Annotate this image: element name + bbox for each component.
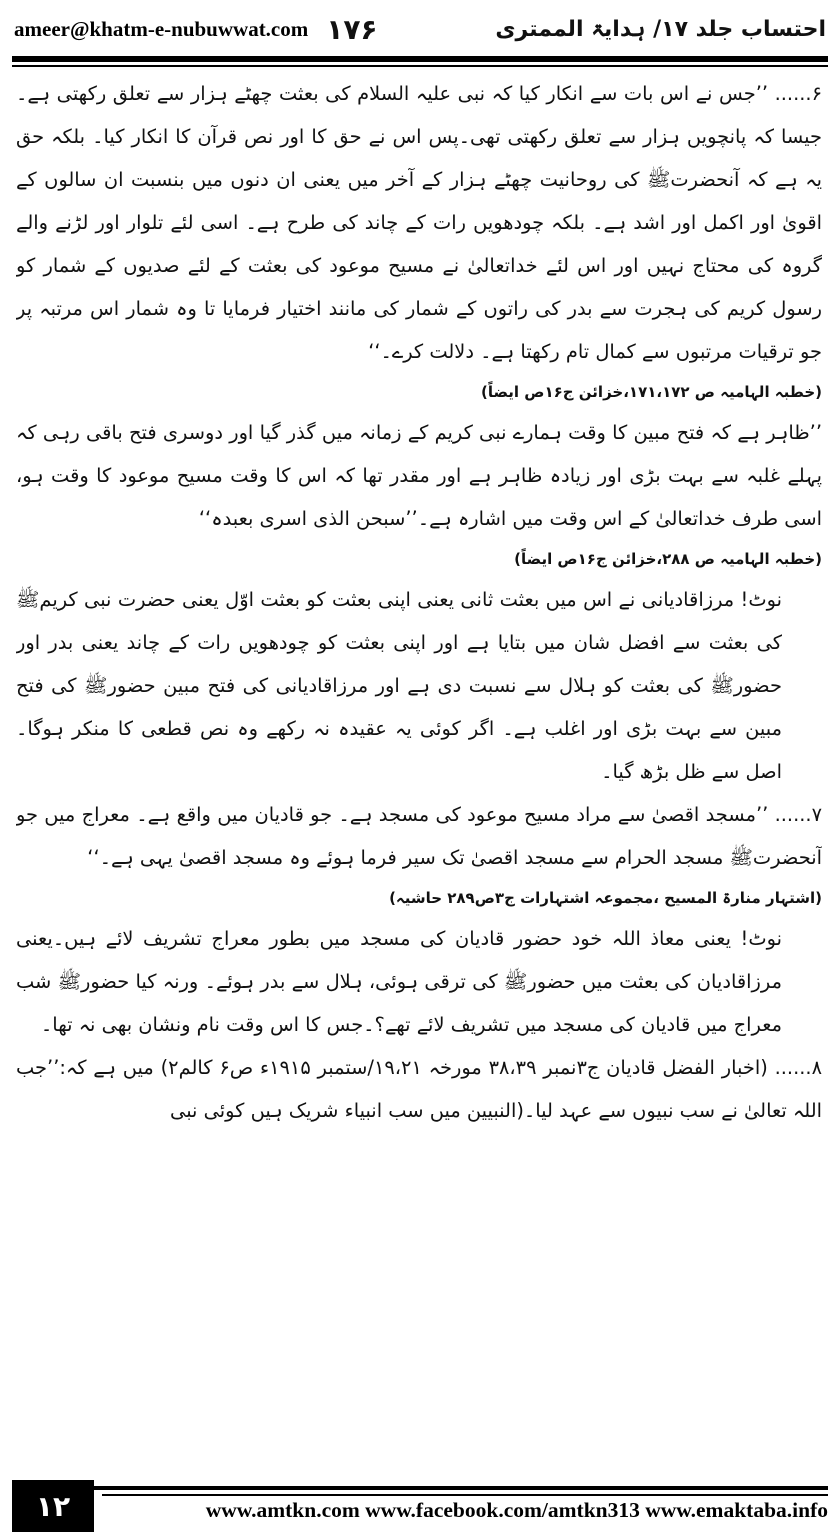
sheet-number: ۱۲ [35, 1489, 71, 1523]
paragraph-8: ۸...... (اخبار الفضل قادیان ج۳نمبر ۳۸،۳۹ مورخہ ۱۹،۲۱/ستمبر ۱۹۱۵ء ص۶ کالم۲) میں ہے کہ:’’جب اللہ تعالیٰ نے سب نبیوں سے عہد لیا۔(النبیین میں سب انبیاء شریک ہیں کوئی نبی [16, 1056, 822, 1122]
paragraph-6: ۶...... ’’جس نے اس بات سے انکار کیا کہ نبی علیہ السلام کی بعثت چھٹے ہزار سے تعلق رکھتی ہے۔جیسا کہ پانچویں ہزار سے تعلق رکھتی تھی۔پس اس نے حق کا اور نص قرآن کا انکار کیا۔ بلکہ حق یہ ہے کہ آنحضرتﷺ کی روحانیت چھٹے ہزار کے آخر میں یعنی ان دنوں میں بنسبت ان سالوں کے اقویٰ اور اکمل اور اشد ہے۔ بلکہ چودھویں رات کے چاند کی طرح ہے۔ اسی لئے تلوار اور لڑنے والے گروہ کی محتاج نہیں اور اس لئے خداتعالیٰ نے مسیح موعود کی بعثت کے لئے صدیوں کے شمار کو رسول کریم کی ہجرت سے بدر کی راتوں کے شمار کی مانند اختیار فرمایا تا وہ شمار اس مرتبہ پر جو ترقیات مرتبوں سے کمال تام رکھتا ہے۔ دلالت کرے۔‘‘ [16, 82, 822, 363]
header-left [14, 13, 378, 46]
page-content [16, 72, 822, 1470]
header-rule-thin [12, 65, 828, 67]
note-2: نوٹ! یعنی معاذ اللہ خود حضور قادیان کی مسجد میں بطور معراج تشریف لائے ہیں۔یعنی مرزاقادیان کی بعثت میں حضورﷺ کی ترقی ہوئی، ہلال سے بدر ہوئے۔ ورنہ کیا حضورﷺ شب معراج میں قادیان کی مسجد میں تشریف لائے تھے؟۔جس کا اس وقت نام ونشان بھی نہ تھا۔ [16, 927, 782, 1036]
paragraph-7: ۷...... ’’مسجد اقصیٰ سے مراد مسیح موعود کی مسجد ہے۔ جو قادیان میں واقع ہے۔ معراج میں جو آنحضرتﷺ مسجد الحرام سے مسجد اقصیٰ تک سیر فرما ہوئے وہ مسجد اقصیٰ یہی ہے۔‘‘ [16, 803, 822, 869]
paragraph-quote-2: ’’ظاہر ہے کہ فتح مبین کا وقت ہمارے نبی کریم کے زمانہ میں گذر گیا اور دوسری فتح باقی رہی کہ پہلے غلبہ سے بہت بڑی اور زیادہ ظاہر ہے اور مقدر تھا کہ اس کا وقت مسیح موعود کا وقت ہو، اسی طرف خداتعالیٰ کے اس وقت میں اشارہ ہے۔’’سبحن الذی اسری بعبدہ‘‘ [16, 421, 822, 530]
footer-websites: www.amtkn.com www.facebook.com/amtkn313 www.emaktaba.info [205, 1498, 828, 1522]
reference-4: (اشتہار منارۃ المسیح ،مجموعہ اشتہارات ج۳ص۲۸۹ حاشیہ) [389, 889, 822, 907]
footer-rule-thin [102, 1494, 828, 1496]
page-number: ۱۷۶ [326, 12, 378, 46]
note-1: نوٹ! مرزاقادیانی نے اس میں بعثت ثانی یعنی اپنی بعثت کو بعثت اوّل یعنی حضرت نبی کریمﷺ کی بعثت سے افضل شان میں بتایا ہے اور اپنی بعثت کو چودھویں رات کے چاند یعنی بدر اور حضورﷺ کی بعثت کو ہلال سے نسبت دی ہے اور مرزاقادیانی کی فتح مبین حضورﷺ کی فتح مبین سے بہت بڑی اور اغلب ہے۔ اگر کوئی یہ عقیدہ نہ رکھے وہ نص قطعی کا منکر ہوگا۔ اصل سے ظل بڑھ گیا۔ [16, 588, 782, 783]
book-title: احتساب جلد ۱۷/ ہدایۃ الممتری [495, 16, 826, 42]
header-rule-thick [12, 56, 828, 62]
footer-rule-thick [12, 1486, 828, 1490]
reference-1: (خطبہ الہامیہ ص ۱۷۱،۱۷۲،خزائن ج۱۶ص ایضاً) [481, 383, 822, 401]
header-email: ameer@khatm-e-nubuwwat.com [14, 16, 309, 41]
page-header [14, 6, 826, 52]
reference-2: (خطبہ الہامیہ ص ۲۸۸،خزائن ج۱۶ص ایضاً) [514, 550, 822, 568]
page-footer [12, 1476, 828, 1532]
